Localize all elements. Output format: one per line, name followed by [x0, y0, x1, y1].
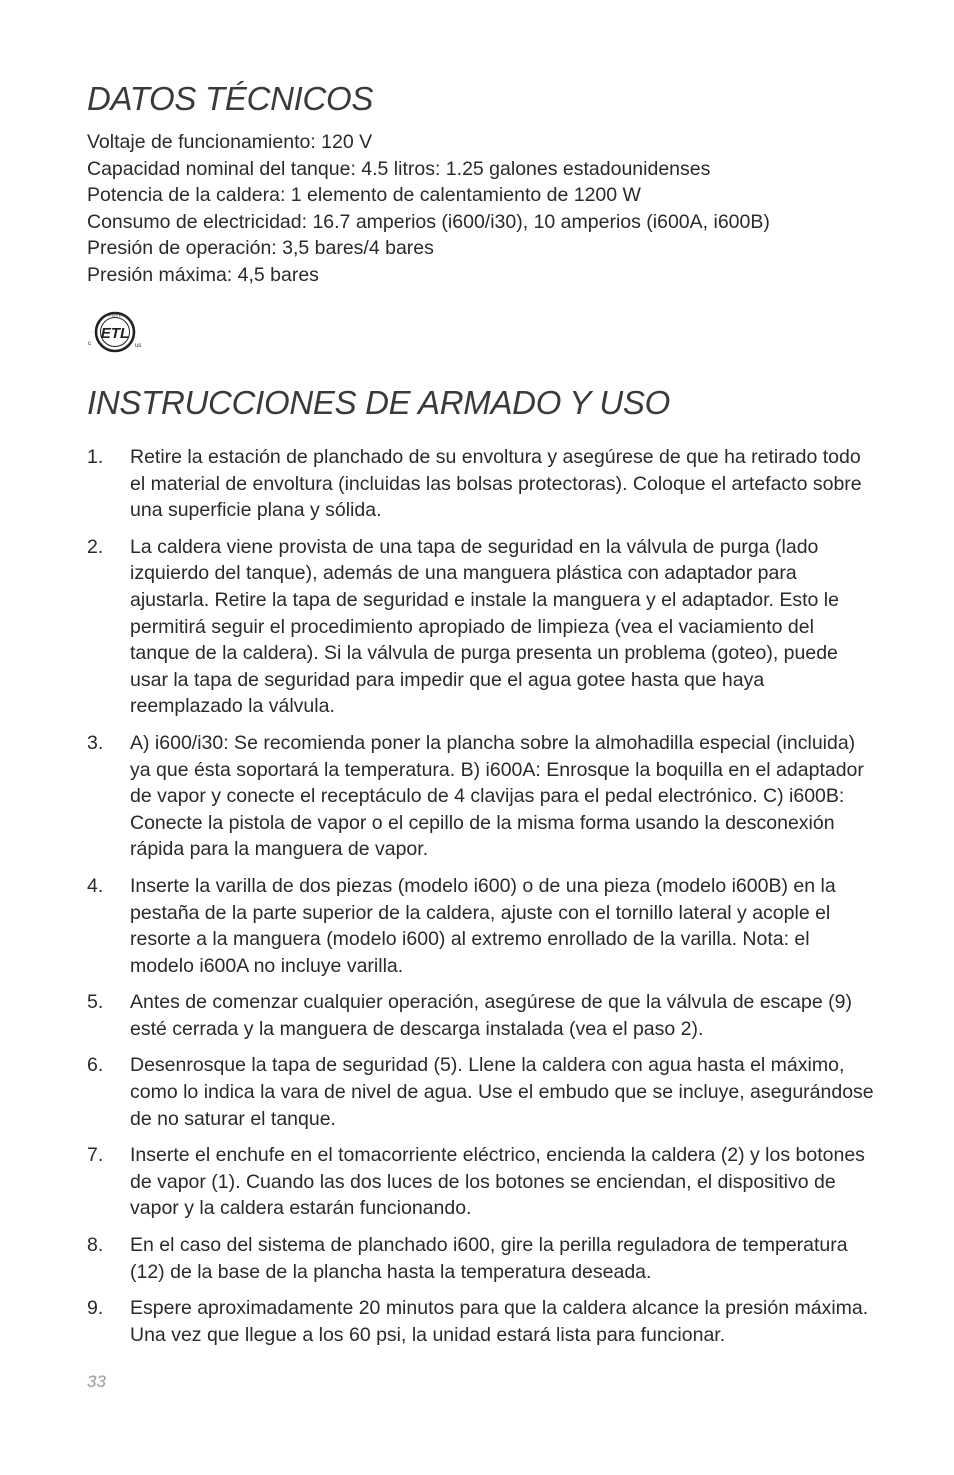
step-number: 5. [87, 991, 104, 1014]
step-number: 8. [87, 1234, 104, 1257]
spec-line: Consumo de electricidad: 16.7 amperios (i600/i30), 10 amperios (i600A, i600B) [87, 210, 770, 233]
etl-certification-logo [87, 308, 147, 356]
technical-specs-list [87, 129, 770, 289]
instruction-step [87, 444, 877, 524]
instruction-step [87, 989, 877, 1042]
instruction-step [87, 1142, 877, 1222]
etl-ring-text: INTERTEK [106, 313, 124, 318]
step-number: 1. [87, 446, 104, 468]
step-text: En el caso del sistema de planchado i600, gire la perilla reguladora de temperatura (12) de la base de la plancha hasta la temperatura deseada. [130, 1234, 848, 1283]
instructions-list [87, 444, 877, 1358]
step-text: Retire la estación de planchado de su envoltura y asegúrese de que ha retirado todo el material de envoltura (incluidas las bolsas protectoras). Coloque el artefacto sobre una superficie plana y sólida. [130, 446, 862, 522]
section-title-instrucciones: INSTRUCCIONES DE ARMADO Y USO [87, 384, 670, 421]
instruction-step [87, 1295, 877, 1348]
step-text: Inserte el enchufe en el tomacorriente eléctrico, encienda la caldera (2) y los botones de vapor (1). Cuando las dos luces de los botones se enciendan, el dispositivo de vapor y la caldera estarán funcionando. [130, 1144, 865, 1220]
instruction-step [87, 1052, 877, 1132]
step-number: 6. [87, 1054, 104, 1077]
instruction-step [87, 1232, 877, 1285]
spec-line: Presión máxima: 4,5 bares [87, 263, 319, 286]
step-text: Espere aproximadamente 20 minutos para que la caldera alcance la presión máxima. Una vez que llegue a los 60 psi, la unidad estará lista para funcionar. [130, 1297, 869, 1346]
instruction-step [87, 873, 877, 979]
spec-line: Voltaje de funcionamiento: 120 V [87, 131, 373, 153]
step-text: A) i600/i30: Se recomienda poner la plancha sobre la almohadilla especial (incluida) ya que ésta soportará la temperatura. B) i600A: Enrosque la boquilla en el adaptador de vapor y conecte el receptáculo de 4 clavijas para el pedal electrónico. C) i600B: Conecte la pistola de vapor o el cepillo de la misma forma usando la desconexión rápida para la manguera de vapor. [130, 731, 864, 861]
step-number: 2. [87, 535, 104, 558]
step-number: 3. [87, 731, 104, 754]
step-number: 9. [87, 1297, 104, 1320]
page-number: 33 [87, 1372, 106, 1391]
etl-right-mark: us [135, 343, 142, 349]
spec-line: Presión de operación: 3,5 bares/4 bares [87, 237, 434, 260]
instruction-step [87, 534, 877, 720]
section-title-datos-tecnicos: DATOS TÉCNICOS [87, 80, 374, 117]
spec-line: Capacidad nominal del tanque: 4.5 litros: 1.25 galones estadounidenses [87, 157, 711, 180]
step-text: La caldera viene provista de una tapa de seguridad en la válvula de purga (lado izquierdo del tanque), además de una manguera plástica con adaptador para ajustarla. Retire la tapa de seguridad e instale la manguera y el adaptador. Esto le permitirá seguir el procedimiento apropiado de limpieza (vea el vaciamiento del tanque de la caldera). Si la válvula de purga presenta un problema (goteo), puede usar la tapa de seguridad para impedir que el agua gotee hasta que haya reemplazado la válvula. [130, 535, 839, 718]
step-text: Desenrosque la tapa de seguridad (5). Llene la caldera con agua hasta el máximo, como lo indica la vara de nivel de agua. Use el embudo que se incluye, asegurándose de no saturar el tanque. [130, 1054, 874, 1130]
step-number: 4. [87, 874, 104, 897]
instruction-step [87, 730, 877, 863]
etl-left-mark: c [88, 341, 91, 347]
step-number: 7. [87, 1144, 104, 1167]
etl-mark-text: ETL [100, 325, 130, 342]
step-text: Antes de comenzar cualquier operación, asegúrese de que la válvula de escape (9) esté cerrada y la manguera de descarga instalada (vea el paso 2). [130, 991, 852, 1040]
spec-line: Potencia de la caldera: 1 elemento de calentamiento de 1200 W [87, 184, 641, 207]
step-text: Inserte la varilla de dos piezas (modelo i600) o de una pieza (modelo i600B) en la pestaña de la parte superior de la caldera, ajuste con el tornillo lateral y acople el resorte a la manguera (modelo i600) al extremo enrollado de la varilla. Nota: el modelo i600A no incluye varilla. [130, 874, 836, 977]
